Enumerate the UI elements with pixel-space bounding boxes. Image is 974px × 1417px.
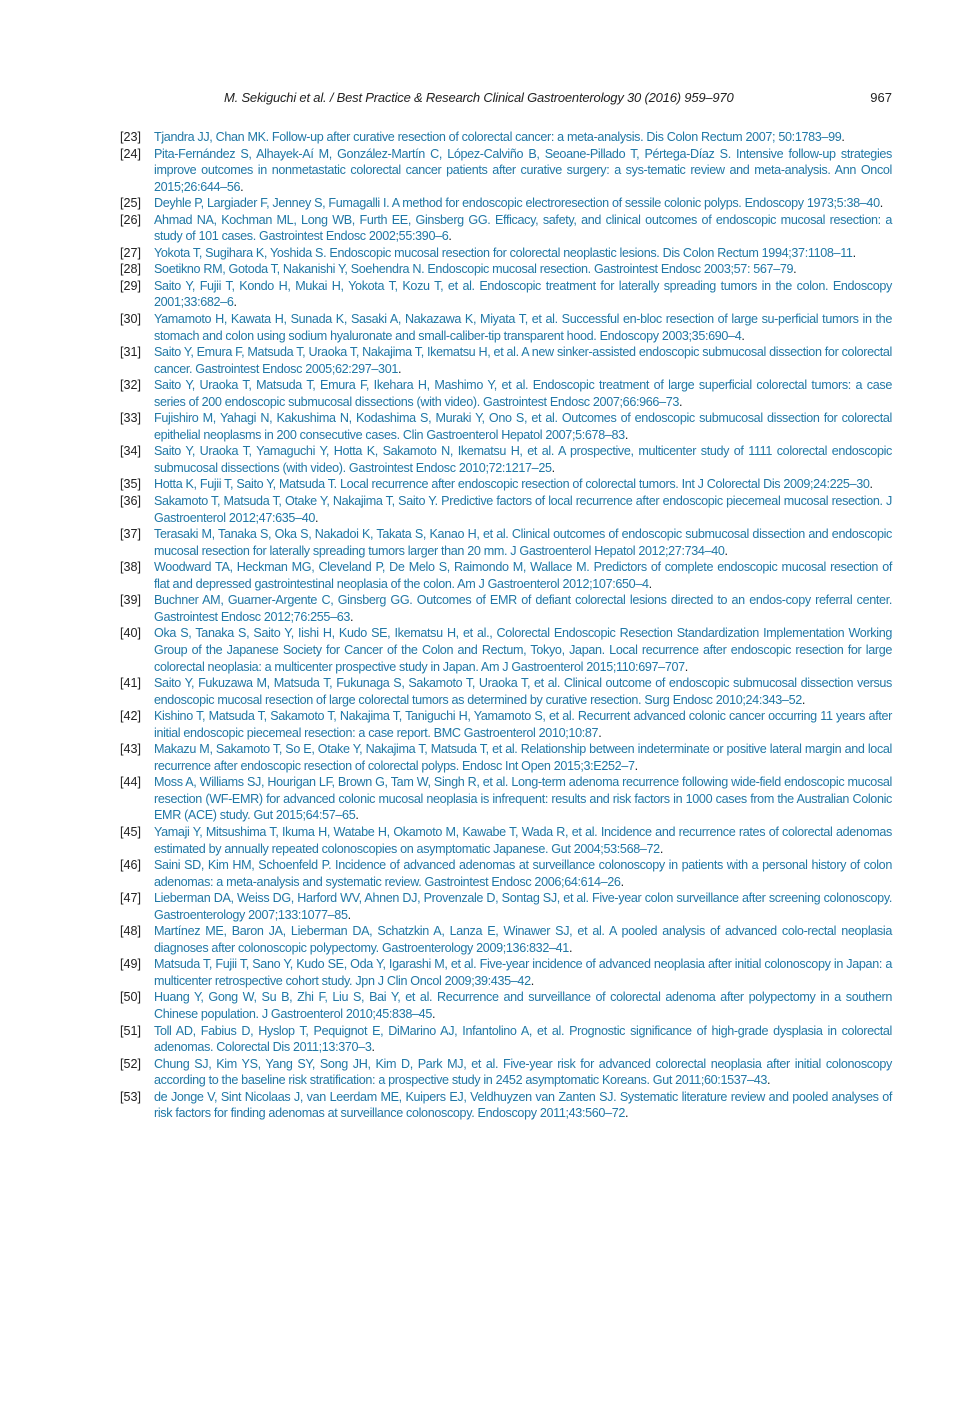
reference-number: [29]: [120, 278, 142, 293]
reference-item: [120, 195, 892, 212]
reference-item: [120, 857, 892, 890]
reference-number: [23]: [120, 130, 142, 144]
reference-link[interactable]: Fujishiro M, Yahagi N, Kakushima N, Kodashima S, Muraki Y, Ono S, et al. Outcomes of endoscopic submucosal dissection for colorectal epithelial neoplasms in 200 consecutive cases. Clin Gastroenterol Hepatol 2007;5:678–83: [154, 411, 892, 442]
reference-item: [120, 344, 892, 377]
reference-terminal-period: .: [801, 692, 806, 707]
reference-item: [120, 476, 892, 493]
reference-number: [41]: [120, 676, 142, 691]
reference-number: [33]: [120, 411, 142, 426]
reference-item: [120, 1023, 892, 1056]
reference-item: [120, 212, 892, 245]
reference-terminal-period: .: [240, 179, 244, 194]
reference-number: [42]: [120, 709, 142, 724]
running-title: M. Sekiguchi et al. / Best Practice & Research Clinical Gastroenterology 30 (2016) 959–970: [224, 90, 734, 105]
reference-item: [120, 675, 892, 708]
reference-number: [34]: [120, 444, 142, 459]
reference-number: [30]: [120, 312, 142, 327]
reference-link[interactable]: Moss A, Williams SJ, Hourigan LF, Brown G, Tam W, Singh R, et al. Long-term adenoma recurrence following wide-field endoscopic mucosal resection (WF-EMR) for advanced colonic mucosal neoplasia is infrequent: results and risk factors in 1000 cases from the Australian Colonic EMR (ACE) study. Gut 2015;64:57–65: [154, 775, 892, 823]
reference-terminal-period: .: [624, 427, 628, 442]
reference-number: [47]: [120, 891, 142, 906]
reference-terminal-period: .: [625, 1106, 629, 1121]
reference-terminal-period: .: [648, 576, 652, 591]
reference-terminal-period: .: [448, 229, 452, 244]
reference-terminal-period: .: [620, 874, 624, 889]
reference-item: [120, 146, 892, 196]
reference-terminal-period: .: [233, 295, 237, 310]
reference-item: [120, 1056, 892, 1089]
reference-number: [28]: [120, 262, 142, 277]
reference-terminal-period: .: [347, 907, 351, 922]
reference-link[interactable]: Martínez ME, Baron JA, Lieberman DA, Schatzkin A, Lanza E, Winawer SJ, et al. A pooled analysis of advanced colo-rectal neoplasia diagnoses after colonoscopic polypectomy. Gastroenterology 2009;136:832–41: [154, 924, 892, 955]
reference-item: [120, 311, 892, 344]
reference-item: [120, 443, 892, 476]
reference-number: [26]: [120, 212, 142, 227]
reference-link[interactable]: Ahmad NA, Kochman ML, Long WB, Furth EE, Ginsberg GG. Efficacy, safety, and clinical outcomes of endoscopic mucosal resection: a study of 101 cases. Gastrointest Endosc 2002;55:390–6: [154, 212, 892, 244]
reference-terminal-period: .: [679, 394, 683, 409]
reference-number: [43]: [120, 742, 142, 757]
reference-link[interactable]: Sakamoto T, Matsuda T, Otake Y, Nakajima T, Saito Y. Predictive factors of local recurrence after endoscopic piecemeal mucosal resection. J Gastroenterol 2012;47:635–40: [154, 494, 892, 525]
reference-link[interactable]: Saito Y, Fukuzawa M, Matsuda T, Fukunaga S, Sakamoto T, Uraoka T, et al. Clinical outcome of endoscopic submucosal dissection versus endoscopic mucosal resection of large colorectal tumors as determined by curative resection. Surg Endosc 2010;24:343–52: [154, 676, 892, 707]
reference-link[interactable]: Lieberman DA, Weiss DG, Harford WV, Ahnen DJ, Provenzale D, Sontag SJ, et al. Five-year colon surveillance after screening colonoscopy. Gastroenterology 2007;133:1077–85: [154, 891, 892, 922]
reference-item: [120, 410, 892, 443]
reference-terminal-period: .: [431, 1006, 436, 1021]
reference-terminal-period: .: [350, 609, 354, 624]
reference-number: [44]: [120, 775, 142, 790]
reference-number: [36]: [120, 494, 142, 509]
reference-terminal-period: .: [852, 245, 856, 260]
reference-link[interactable]: Soetikno RM, Gotoda T, Nakanishi Y, Soehendra N. Endoscopic mucosal resection. Gastrointest Endosc 2003;57: 567–79: [154, 262, 794, 277]
reference-item: [120, 625, 892, 675]
reference-number: [48]: [120, 924, 142, 939]
reference-link[interactable]: Yamaji Y, Mitsushima T, Ikuma H, Watabe H, Okamoto M, Kawabe T, Wada R, et al. Incidence and recurrence rates of colorectal adenomas estimated by annually repeated colonoscopies on asymptomatic Japanese. Gut 2004;53:568–72: [154, 824, 892, 856]
reference-link[interactable]: Deyhle P, Largiader F, Jenney S, Fumagalli I. A method for endoscopic electroresection of sessile colonic polyps. Endoscopy 1973;5:38–40: [154, 196, 880, 211]
reference-link[interactable]: Saito Y, Fujii T, Kondo H, Mukai H, Yokota T, Kozu T, et al. Endoscopic treatment for laterally spreading tumors in the colon. Endoscopy 2001;33:682–6: [154, 278, 892, 310]
reference-terminal-period: .: [315, 510, 319, 525]
reference-item: [120, 129, 892, 146]
reference-terminal-period: .: [398, 361, 402, 376]
reference-number: [52]: [120, 1056, 142, 1071]
reference-terminal-period: .: [551, 460, 555, 475]
reference-item: [120, 824, 892, 857]
reference-item: [120, 377, 892, 410]
reference-item: [120, 559, 892, 592]
reference-item: [120, 741, 892, 774]
reference-number: [32]: [120, 378, 142, 393]
reference-terminal-period: .: [869, 477, 873, 492]
reference-link[interactable]: Chung SJ, Kim YS, Yang SY, Song JH, Kim D, Park MJ, et al. Five-year risk for advanced colorectal neoplasia after initial colonoscopy according to the baseline risk stratification: a prospective study in 2452 asymptomatic Koreans. Gut 2011;60:1537–43: [154, 1056, 892, 1088]
reference-terminal-period: .: [355, 808, 359, 823]
reference-terminal-period: .: [659, 841, 663, 856]
reference-number: [39]: [120, 593, 142, 608]
reference-item: [120, 493, 892, 526]
reference-item: [120, 989, 892, 1022]
reference-terminal-period: .: [724, 543, 728, 558]
reference-number: [27]: [120, 245, 142, 260]
reference-link[interactable]: Makazu M, Sakamoto T, So E, Otake Y, Nakajima T, Matsuda T, et al. Relationship between indeterminate or positive lateral margin and local recurrence after endoscopic resection of colorectal polyps. Endosc Int Open 2015;3:E252–7: [154, 742, 892, 773]
reference-item: [120, 245, 892, 262]
reference-number: [25]: [120, 196, 142, 211]
reference-number: [50]: [120, 990, 142, 1005]
reference-item: [120, 708, 892, 741]
reference-item: [120, 526, 892, 559]
reference-link[interactable]: Kishino T, Matsuda T, Sakamoto T, Nakajima T, Taniguchi H, Yamamoto S, et al. Recurrent advanced colonic cancer occurring 11 years after initial endoscopic piecemeal resection: a case report. BMC Gastroenterol 2010;10:87: [154, 709, 892, 740]
reference-link[interactable]: Woodward TA, Heckman MG, Cleveland P, De Melo S, Raimondo M, Wallace M. Predictors of complete endoscopic mucosal resection of flat and depressed gastrointestinal neoplasia of the colon. Am J Gastroenterol 2012;107:650–4: [154, 560, 892, 591]
reference-number: [53]: [120, 1089, 142, 1104]
page-number: 967: [870, 90, 892, 105]
reference-item: [120, 1089, 892, 1122]
reference-number: [45]: [120, 824, 142, 839]
reference-item: [120, 261, 892, 278]
reference-list: [120, 129, 892, 1122]
reference-link[interactable]: Yokota T, Sugihara K, Yoshida S. Endoscopic mucosal resection for colorectal neoplastic lesions. Dis Colon Rectum 1994;37:1108–11: [154, 245, 853, 260]
reference-terminal-period: .: [684, 659, 688, 674]
reference-terminal-period: .: [371, 1040, 375, 1055]
reference-link[interactable]: Hotta K, Fujii T, Saito Y, Matsuda T. Local recurrence after endoscopic resection of colorectal tumors. Int J Colorectal Dis 2009;24:225–30: [154, 477, 870, 492]
reference-number: [51]: [120, 1023, 142, 1038]
reference-number: [31]: [120, 345, 142, 360]
reference-terminal-period: .: [741, 328, 745, 343]
reference-item: [120, 774, 892, 824]
reference-number: [49]: [120, 957, 142, 972]
reference-link[interactable]: Saito Y, Uraoka T, Yamaguchi Y, Hotta K, Sakamoto N, Ikematsu H, et al. A prospective, multicenter study of 1111 colorectal endoscopic submucosal dissections (with video). Gastrointest Endosc 2010;72:1217–25: [154, 444, 892, 475]
reference-link[interactable]: Saini SD, Kim HM, Schoenfeld P. Incidence of advanced adenomas at surveillance colonoscopy in patients with a personal history of colon adenomas: a meta-analysis and systematic review. Gastrointest Endosc 2006;64:614–26: [154, 858, 892, 889]
reference-terminal-period: .: [634, 758, 638, 773]
reference-item: [120, 890, 892, 923]
reference-item: [120, 278, 892, 311]
reference-link[interactable]: de Jonge V, Sint Nicolaas J, van Leerdam ME, Kuipers EJ, Veldhuyzen van Zanten SJ. Systematic literature review and pooled analyses of risk factors for finding adenomas at surveillance colonoscopy. Endoscopy 2011;43:560–72: [154, 1089, 892, 1121]
reference-number: [38]: [120, 560, 142, 575]
reference-terminal-period: .: [767, 1073, 771, 1088]
reference-terminal-period: .: [568, 940, 573, 955]
reference-item: [120, 956, 892, 989]
reference-link[interactable]: Saito Y, Emura F, Matsuda T, Uraoka T, Nakajima T, Ikematsu H, et al. A new sinker-assisted endoscopic submucosal dissection for colorectal cancer. Gastrointest Endosc 2005;62:297–301: [154, 345, 892, 376]
reference-terminal-period: .: [598, 725, 602, 740]
reference-number: [24]: [120, 146, 142, 161]
reference-link[interactable]: Pita-Fernández S, Alhayek-Aí M, González-Martín C, López-Calviño B, Seoane-Pillado T, Pértega-Díaz S. Intensive follow-up strategies improve outcomes in nonmetastatic colorectal cancer patients after curative surgery: a sys-tematic review and meta-analysis. Ann Oncol 2015;26:644–56: [154, 146, 892, 194]
reference-number: [35]: [120, 477, 142, 492]
reference-link[interactable]: Yamamoto H, Kawata H, Sunada K, Sasaki A, Nakazawa K, Miyata T, et al. Successful en-bloc resection of large su-perficial tumors in the stomach and colon using sodium hyaluronate and small-caliber-tip transparent hood. Endoscopy 2003;35:690–4: [154, 312, 892, 343]
reference-link[interactable]: Matsuda T, Fujii T, Sano Y, Kudo SE, Oda Y, Igarashi M, et al. Five-year incidence of advanced neoplasia after initial colonoscopy in Japan: a multicenter retrospective cohort study. Jpn J Clin Oncol 2009;39:435–42: [154, 957, 892, 988]
reference-item: [120, 592, 892, 625]
reference-link[interactable]: Huang Y, Gong W, Su B, Zhi F, Liu S, Bai Y, et al. Recurrence and surveillance of colorectal adenoma after polypectomy in a southern Chinese population. J Gastroenterol 2010;45:838–45: [154, 990, 892, 1021]
running-header: [120, 90, 892, 110]
reference-terminal-period: .: [793, 262, 797, 277]
reference-terminal-period: .: [879, 196, 883, 211]
reference-link[interactable]: Tjandra JJ, Chan MK. Follow-up after curative resection of colorectal cancer: a meta-analysis. Dis Colon Rectum 2007; 50:1783–99: [154, 130, 842, 144]
reference-link[interactable]: Terasaki M, Tanaka S, Oka S, Nakadoi K, Takata S, Kanao H, et al. Clinical outcomes of endoscopic submucosal dissection and endoscopic mucosal resection for laterally spreading tumors larger than 20 mm. J Gastroenterol Hepatol 2012;27:734–40: [154, 527, 892, 558]
reference-number: [40]: [120, 626, 142, 641]
reference-link[interactable]: Saito Y, Uraoka T, Matsuda T, Emura F, Ikehara H, Mashimo Y, et al. Endoscopic treatment of large superficial colorectal tumors: a case series of 200 endoscopic submucosal dissections (with video). Gastrointest Endosc 2007;66:966–73: [154, 378, 892, 409]
reference-link[interactable]: Oka S, Tanaka S, Saito Y, Iishi H, Kudo SE, Ikematsu H, et al., Colorectal Endoscopic Resection Standardization Implementation Working Group of the Japanese Society for Cancer of the Colon and Rectum, Tokyo, Japan. Local recurrence after endoscopic resection for large colorectal neoplasia: a multicenter prospective study in Japan. Am J Gastroenterol 2015;110:697–707: [154, 626, 892, 674]
reference-link[interactable]: Buchner AM, Guarner-Argente C, Ginsberg GG. Outcomes of EMR of defiant colorectal lesions directed to an endos-copy referral center. Gastrointest Endosc 2012;76:255–63: [154, 593, 892, 624]
reference-number: [46]: [120, 858, 142, 873]
reference-terminal-period: .: [530, 973, 534, 988]
reference-item: [120, 923, 892, 956]
reference-terminal-period: .: [841, 130, 845, 144]
reference-link[interactable]: Toll AD, Fabius D, Hyslop T, Pequignot E, DiMarino AJ, Infantolino A, et al. Prognostic significance of high-grade dysplasia in colorectal adenomas. Colorectal Dis 2011;13:370–3: [154, 1023, 892, 1055]
reference-number: [37]: [120, 527, 142, 542]
